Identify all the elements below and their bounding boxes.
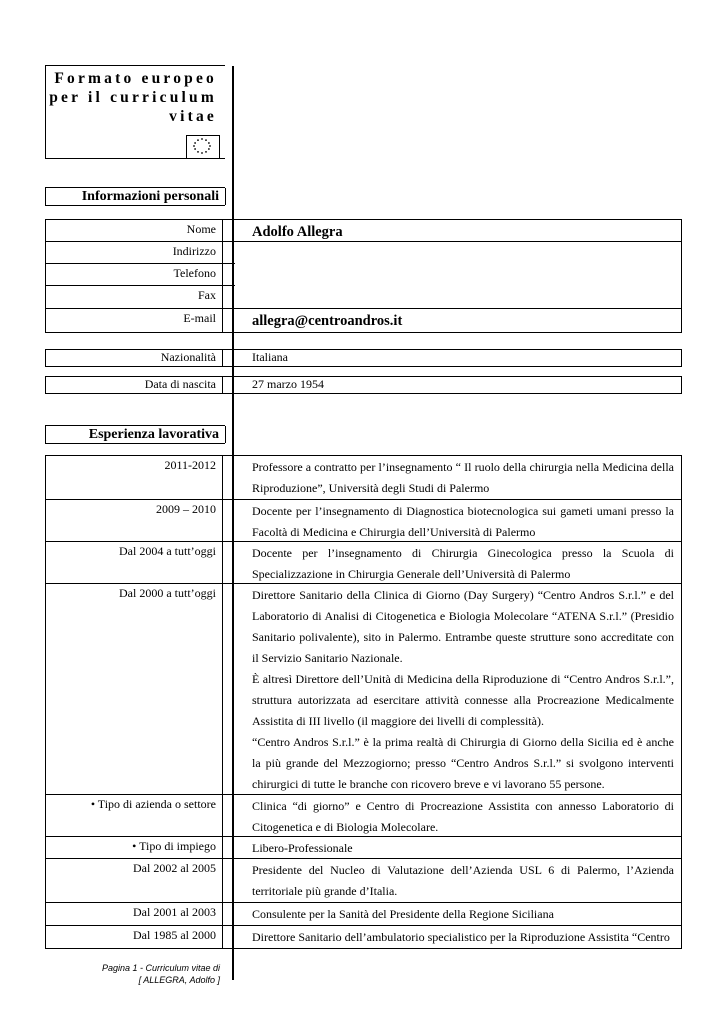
section-heading-personal: Informazioni personali	[45, 187, 225, 206]
label-address: Indirizzo	[172, 244, 216, 258]
work-paragraph: È altresì Direttore dell’Unità di Medicina della Riproduzione di “Centro Andros S.r.l.”, struttura autorizzata ad esercitare attività connesse alla Procreazione Medicalmente Assistita di III livello (il maggiore dei livelli di complessità).	[252, 672, 674, 728]
column-divider	[222, 836, 234, 858]
work-period: 2011-2012	[164, 458, 216, 472]
column-divider	[222, 263, 234, 285]
work-description: Professore a contratto per l’insegnamento “ Il ruolo della chirurgia nella Medicina della Riproduzione”, Università degli Studi di Palermo	[252, 460, 674, 495]
work-paragraph: Direttore Sanitario della Clinica di Giorno (Day Surgery) “Centro Andros S.r.l.” e del Laboratorio di Analisi di Citogenetica e Biologia Molecolare “ATENA S.r.l.” (Presidio Sanitario polivalente), sito in Palermo. Entrambe queste strutture sono accreditate con il Servizio Sanitario Nazionale.	[252, 588, 674, 665]
label-nationality: Nazionalità	[160, 350, 216, 364]
work-period: Dal 2001 al 2003	[133, 905, 216, 919]
work-description: Direttore Sanitario dell’ambulatorio specialistico per la Riproduzione Assistita “Centro	[252, 930, 670, 944]
column-divider	[222, 349, 234, 367]
column-divider	[222, 241, 234, 263]
value-birth: 27 marzo 1954	[252, 377, 324, 391]
work-period: Dal 2000 a tutt’oggi	[119, 586, 216, 600]
column-divider	[222, 308, 234, 333]
label-email: E-mail	[183, 311, 216, 325]
column-divider	[222, 499, 234, 541]
column-divider	[222, 376, 234, 394]
work-row	[45, 902, 682, 925]
row-birth	[45, 376, 682, 394]
work-row	[45, 455, 682, 499]
page-footer	[60, 962, 220, 986]
label-fax: Fax	[198, 288, 216, 302]
work-period: Dal 2002 al 2005	[133, 861, 216, 875]
work-row	[45, 499, 682, 541]
work-description: Consulente per la Sanità del Presidente della Regione Siciliana	[252, 907, 554, 921]
row-fax	[45, 285, 682, 308]
work-field-label: • Tipo di azienda o settore	[90, 797, 216, 811]
work-period: 2009 – 2010	[156, 502, 216, 516]
column-divider	[222, 219, 234, 241]
work-field-label: • Tipo di impiego	[132, 839, 216, 853]
label-birth: Data di nascita	[144, 377, 216, 391]
label-phone: Telefono	[173, 266, 216, 280]
column-divider	[222, 541, 234, 583]
value-email: allegra@centroandros.it	[252, 313, 403, 329]
column-divider	[222, 925, 234, 949]
column-divider	[222, 455, 234, 499]
work-row	[45, 541, 682, 583]
work-paragraph: “Centro Andros S.r.l.” è la prima realtà di Chirurgia di Giorno della Sicilia ed è anche la più grande del Mezzogiorno; presso “Centro Andros S.r.l.” si svolgono interventi chirurgici di tutte le branche con ricovero breve e vi lavorano 55 persone.	[252, 735, 674, 791]
footer-page-label: Pagina 1 - Curriculum vitae di	[101, 963, 220, 973]
section-heading-work: Esperienza lavorativa	[45, 425, 225, 444]
value-nationality: Italiana	[252, 350, 288, 364]
column-divider	[222, 285, 234, 308]
label-name: Nome	[186, 222, 216, 236]
column-divider	[222, 583, 234, 794]
work-description: Docente per l’insegnamento di Diagnostica biotecnologica sui gameti umani presso la Facoltà di Medicina e Chirurgia dell’Università di Palermo	[252, 504, 674, 539]
row-name	[45, 219, 682, 241]
work-description: Libero-Professionale	[252, 841, 353, 855]
column-divider	[222, 794, 234, 836]
work-period: Dal 1985 al 2000	[133, 928, 216, 942]
work-description: Presidente del Nucleo di Valutazione dell’Azienda USL 6 di Palermo, l’Azienda territoriale più grande d’Italia.	[252, 863, 674, 898]
row-email	[45, 308, 682, 333]
work-period: Dal 2004 a tutt’oggi	[119, 544, 216, 558]
work-description: Clinica “di giorno” e Centro di Procreazione Assistita con annesso Laboratorio di Citogenetica e di Biologia Molecolare.	[252, 799, 674, 834]
work-row	[45, 794, 682, 836]
cv-title-box	[45, 65, 225, 159]
column-divider	[222, 902, 234, 925]
row-nationality	[45, 349, 682, 367]
row-address	[45, 241, 682, 263]
eu-flag-icon	[186, 135, 220, 159]
value-name: Adolfo Allegra	[252, 224, 343, 240]
row-phone	[45, 263, 682, 285]
footer-name: [ ALLEGRA, Adolfo ]	[138, 975, 220, 985]
work-row	[45, 836, 682, 858]
work-row	[45, 858, 682, 902]
column-divider	[222, 858, 234, 902]
cv-title: Formato europeo per il curriculum vitae	[49, 70, 217, 125]
work-description: Docente per l’insegnamento di Chirurgia Ginecologica presso la Scuola di Specializzazione in Chirurgia Generale dell’Università di Palermo	[252, 546, 674, 581]
work-description	[244, 583, 682, 794]
work-row	[45, 583, 682, 794]
work-row	[45, 925, 682, 949]
